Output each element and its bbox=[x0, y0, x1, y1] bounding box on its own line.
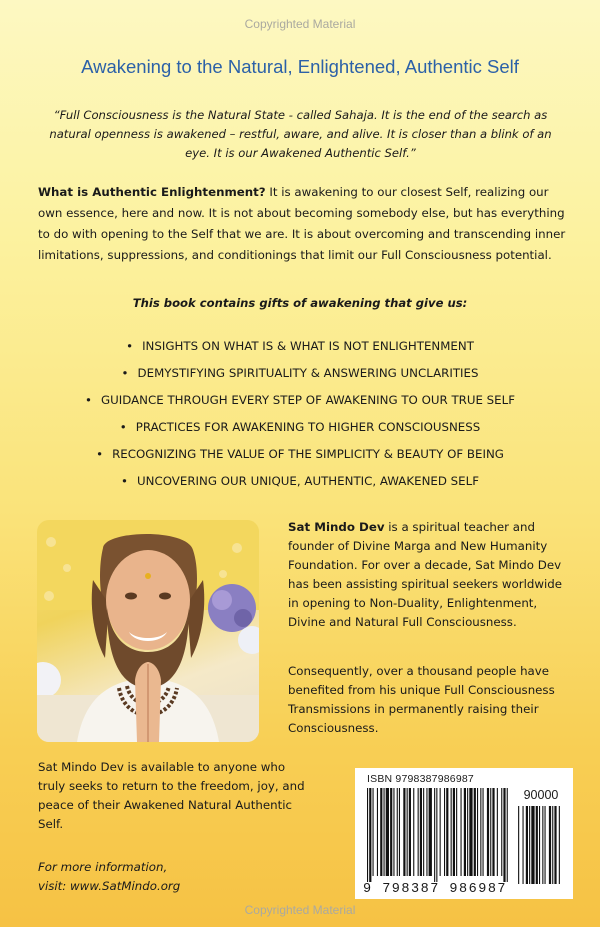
barcode-addon-bar bbox=[549, 806, 551, 884]
barcode-bar bbox=[483, 788, 484, 876]
intro-paragraph bbox=[38, 182, 568, 266]
intro-body: It is awakening to our closest Self, realizing our own essence, here and now. It is not about becoming somebody else, but has everything to do with opening to the Self that we are. It is about overcoming and transcending inner limitations, suppressions, and conditionings that limit our Full Consciousness potential. bbox=[38, 185, 566, 262]
barcode-bar bbox=[420, 788, 422, 876]
author-portrait-illustration bbox=[37, 520, 259, 742]
barcode-bar bbox=[444, 788, 445, 876]
barcode-addon-bar bbox=[554, 806, 556, 884]
barcode-addon-bar bbox=[559, 806, 560, 884]
barcode-bar bbox=[456, 788, 457, 876]
barcode-bar bbox=[423, 788, 424, 876]
barcode-bar bbox=[490, 788, 491, 876]
barcode-addon-bar bbox=[523, 806, 524, 884]
barcode-bar bbox=[501, 788, 502, 876]
barcode-bar bbox=[436, 788, 437, 882]
barcode-bar bbox=[403, 788, 405, 876]
barcode-bar bbox=[413, 788, 414, 876]
barcode-bar bbox=[407, 788, 408, 876]
bullet-icon: • bbox=[126, 339, 134, 353]
author-bio-impact: Consequently, over a thousand people have benefited from his unique Full Consciousness Transmissions in permanently raising their Consciousness. bbox=[288, 664, 555, 735]
availability-text: Sat Mindo Dev is available to anyone who truly seeks to return to the freedom, joy, and peace of their Awakened Natural Authentic Self. bbox=[38, 760, 305, 831]
list-item-text: UNCOVERING OUR UNIQUE, AUTHENTIC, AWAKENED SELF bbox=[137, 474, 479, 488]
more-info bbox=[38, 858, 308, 896]
barcode-bar bbox=[453, 788, 455, 876]
bullet-icon: • bbox=[121, 366, 129, 380]
isbn-barcode bbox=[355, 768, 573, 899]
website-link[interactable]: visit: www.SatMindo.org bbox=[38, 879, 181, 893]
barcode-bar bbox=[384, 788, 385, 876]
barcode-bar bbox=[367, 788, 368, 882]
barcode-bar bbox=[440, 788, 441, 876]
barcode-bar bbox=[418, 788, 419, 876]
barcode-bar bbox=[399, 788, 400, 876]
list-item-text: GUIDANCE THROUGH EVERY STEP OF AWAKENING TO OUR TRUE SELF bbox=[100, 393, 515, 407]
barcode-bar bbox=[426, 788, 427, 876]
list-item bbox=[0, 443, 600, 466]
barcode-bar bbox=[467, 788, 468, 876]
barcode-bar bbox=[446, 788, 448, 876]
barcode-bar bbox=[377, 788, 378, 876]
list-item bbox=[0, 416, 600, 439]
gifts-list bbox=[0, 335, 600, 497]
barcode-bar bbox=[397, 788, 398, 876]
list-item bbox=[0, 335, 600, 358]
barcode-bar bbox=[429, 788, 432, 876]
barcode-bars bbox=[365, 788, 565, 884]
barcode-bar bbox=[507, 788, 508, 882]
barcode-addon-bar bbox=[536, 806, 538, 884]
bullet-icon: • bbox=[84, 393, 92, 407]
barcode-bar bbox=[390, 788, 392, 876]
barcode-ean-number: 9 798387 986987 bbox=[363, 882, 508, 897]
list-item-text: RECOGNIZING THE VALUE OF THE SIMPLICITY & BEAUTY OF BEING bbox=[112, 447, 504, 461]
barcode-addon-bar bbox=[526, 806, 528, 884]
intro-lead: What is Authentic Enlightenment? bbox=[38, 185, 266, 199]
bullet-icon: • bbox=[96, 447, 104, 461]
page-title: Awakening to the Natural, Enlightened, Authentic Self bbox=[81, 56, 519, 77]
contents-heading: This book contains gifts of awakening that give us: bbox=[132, 296, 468, 310]
list-item bbox=[0, 362, 600, 385]
barcode-bar bbox=[477, 788, 478, 876]
barcode-bar bbox=[480, 788, 481, 876]
barcode-addon-bar bbox=[552, 806, 553, 884]
more-info-label: For more information, bbox=[38, 860, 168, 874]
barcode-addon-bar bbox=[542, 806, 543, 884]
barcode-bar bbox=[461, 788, 462, 876]
barcode-bar bbox=[497, 788, 498, 876]
copyright-watermark-top: Copyrighted Material bbox=[244, 17, 356, 31]
barcode-bar bbox=[380, 788, 382, 876]
bullet-icon: • bbox=[119, 420, 127, 434]
list-item-text: INSIGHTS ON WHAT IS & WHAT IS NOT ENLIGHTENMENT bbox=[142, 339, 474, 353]
list-item bbox=[0, 470, 600, 493]
barcode-bar bbox=[474, 788, 476, 876]
author-name: Sat Mindo Dev bbox=[288, 520, 385, 534]
list-item-text: PRACTICES FOR AWAKENING TO HIGHER CONSCIOUSNESS bbox=[135, 420, 481, 434]
barcode-bar bbox=[487, 788, 489, 876]
isbn-label: ISBN 9798387986987 bbox=[367, 773, 474, 785]
author-bio-text: is a spiritual teacher and founder of Divine Marga and New Humanity Foundation. For over a decade, Sat Mindo Dev has been assisting spiritual seekers worldwide in opening to Non-Duality, Enlightenment, Divine and Natural Full Consciousness. bbox=[288, 520, 563, 629]
barcode-bar bbox=[469, 788, 472, 876]
barcode-bar bbox=[434, 788, 435, 882]
barcode-addon-bar bbox=[518, 806, 519, 884]
copyright-watermark-bottom: Copyrighted Material bbox=[244, 903, 356, 917]
barcode-bar bbox=[492, 788, 494, 876]
barcode-bar bbox=[393, 788, 394, 876]
barcode-addon-bar bbox=[545, 806, 546, 884]
barcode-bar bbox=[369, 788, 371, 882]
barcode-bar bbox=[409, 788, 411, 876]
author-photo bbox=[37, 520, 259, 742]
list-item-text: DEMYSTIFYING SPIRITUALITY & ANSWERING UNCLARITIES bbox=[137, 366, 479, 380]
barcode-bar bbox=[464, 788, 466, 876]
barcode-addon-number: 90000 bbox=[523, 788, 559, 802]
barcode-bar bbox=[373, 788, 374, 876]
bullet-icon: • bbox=[121, 474, 128, 488]
barcode-bar bbox=[386, 788, 389, 876]
barcode-bar bbox=[451, 788, 452, 876]
opening-quote: “Full Consciousness is the Natural State - called Sahaja. It is the end of the search as natural openness is awakened – restful, aware, and alive. It is closer than a blink of an eye. It is our Awakened Authentic Self.” bbox=[49, 108, 552, 160]
barcode-addon-bar bbox=[529, 806, 530, 884]
barcode-addon-bar bbox=[531, 806, 534, 884]
barcode-bar bbox=[503, 788, 505, 882]
list-item bbox=[0, 389, 600, 412]
barcode-addon-bar bbox=[539, 806, 540, 884]
author-bio bbox=[288, 518, 568, 632]
